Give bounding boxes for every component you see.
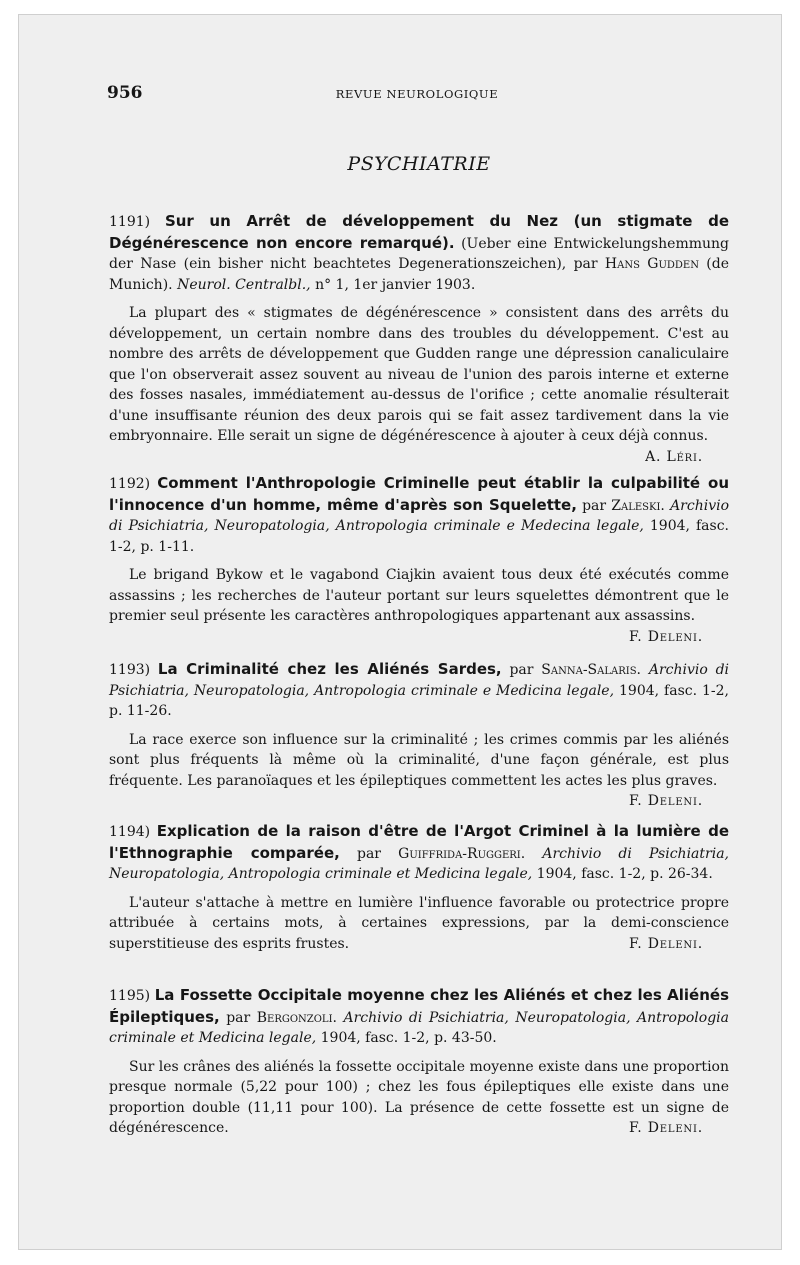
entry-details: n° 1, 1er janvier 1903.	[315, 276, 476, 293]
entry-signature: F. Deleni.	[628, 935, 703, 952]
entry-journal: Archivio di Psichiatria, Neuropatologia, Antropologia criminale e Medecina legale,	[109, 497, 730, 534]
entry-signature: F. Deleni.	[628, 1120, 703, 1136]
entry-details: 1904, fasc. 1-2, p. 1-11.	[109, 518, 729, 555]
entry-pre-author: par	[226, 1009, 251, 1026]
entry-author: Sanna-Salaris.	[541, 662, 642, 678]
entry-details: 1904, fasc. 1-2, p. 43-50.	[320, 1030, 497, 1046]
entry-number: 1194)	[109, 824, 151, 840]
entry-1195	[109, 985, 729, 1139]
entry-author: Zaleski.	[611, 497, 665, 514]
entry-number: 1193)	[109, 662, 151, 678]
entry-body	[109, 893, 729, 955]
entry-body	[109, 303, 729, 465]
entry-details: 1904, fasc. 1-2, p. 11-26.	[109, 682, 730, 719]
entry-body	[109, 730, 729, 809]
entry-1194	[109, 821, 729, 954]
entry-title: La Criminalité chez les Aliénés Sardes,	[157, 660, 502, 678]
entry-number: 1191)	[109, 214, 151, 230]
entry-header	[109, 473, 729, 557]
entry-signature: F. Deleni.	[628, 628, 703, 645]
entry-number: 1192)	[109, 476, 151, 492]
entry-header	[109, 211, 729, 295]
entry-title: Sur un Arrêt de développement du Nez (un stigmate de Dégénérescence non encore remarqué).	[109, 212, 729, 252]
entry-header	[109, 985, 729, 1049]
entry-body-text: La plupart des « stigmates de dégénérescence » consistent dans des arrêts du développement, un certain nombre dans des troubles du développement. C'est au nombre des arrêts de développement que Gudden range une dépression canaliculaire que l'on observerait assez souvent au niveau de l'union des parois interne et externe des fosses nasales, immédiatement au-dessus de l'orifice ; cette anomalie résulterait d'une insuffisante réunion des deux parois qui se fait assez tardivement dans la vie embryonnaire. Elle serait un signe de dégénérescence à ajouter à ceux déjà connus.	[109, 305, 729, 444]
entry-journal: Neurol. Centralbl.,	[177, 276, 311, 293]
page-header	[107, 83, 727, 105]
entry-body-text: La race exerce son influence sur la criminalité ; les crimes commis par les aliénés sont plus fréquents là même où la criminalité, d'une façon générale, est plus fréquente. Les paranoïaques et les épileptiques commettent les actes les plus graves.	[109, 731, 729, 789]
entry-pre-author: par	[356, 845, 381, 862]
entry-pre-author: (Ueber eine Entwickelungshemmung der Nase (ein bisher nicht beachtetes Degenerationszeichen), par	[109, 235, 729, 272]
entry-body	[109, 1057, 729, 1139]
entry-journal: Archivio di Psichiatria, Neuropatologia, Antropologia criminale e Medicina legale,	[109, 662, 730, 699]
entry-signature: F. Deleni.	[628, 793, 703, 809]
entry-header	[109, 821, 729, 885]
entry-signature: A. Léri.	[645, 448, 703, 465]
entry-title: Explication de la raison d'être de l'Argot Criminel à la lumière de l'Ethnographie comparée,	[109, 822, 730, 862]
entry-title: Comment l'Anthropologie Criminelle peut établir la culpabilité ou l'innocence d'un homme, même d'après son Squelette,	[109, 474, 729, 514]
entry-body-text: Le brigand Bykow et le vagabond Ciajkin avaient tous deux été exécutés comme assassins ; les recherches de l'auteur portant sur leurs squelettes démontrent que le premier seul présente les caractères anthropologiques appartenant aux assassins.	[109, 567, 729, 624]
entry-pre-author: par	[582, 497, 607, 514]
entry-journal: Archivio di Psichiatria, Neuropatologia, Antropologia criminale et Medicina legale,	[109, 1009, 729, 1046]
entry-author: Guiffrida-Ruggeri.	[398, 845, 526, 862]
entry-post-author: (de Munich).	[109, 256, 729, 293]
entry-header	[109, 659, 729, 722]
page-number: 956	[107, 83, 143, 103]
entry-body-text: Sur les crânes des aliénés la fossette occipitale moyenne existe dans une proportion presque normale (5,22 pour 100) ; chez les fous épileptiques elle existe dans une proportion double (11,11 pour 100). La présence de cette fossette est un signe de dégénérescence.	[109, 1058, 729, 1136]
entry-1191	[109, 211, 729, 467]
entry-pre-author: par	[509, 662, 534, 678]
entry-author: Bergonzoli.	[256, 1009, 337, 1026]
scanned-page	[18, 14, 782, 1250]
entry-author: Hans Gudden	[604, 256, 699, 272]
entry-title: La Fossette Occipitale moyenne chez les Aliénés et chez les Aliénés Épileptiques,	[109, 986, 729, 1026]
section-title: PSYCHIATRIE	[347, 153, 491, 175]
entry-journal: Archivio di Psichiatria, Neuropatologia, Antropologia criminale et Medicina legale,	[109, 845, 729, 882]
entry-1192	[109, 473, 729, 647]
entry-body-text: L'auteur s'attache à mettre en lumière l'influence favorable ou protectrice propre attribuée à certains mots, à certaines expressions, par la demi-conscience superstitieuse des esprits frustes.	[109, 894, 729, 952]
entry-details: 1904, fasc. 1-2, p. 26-34.	[536, 866, 713, 882]
entry-1193	[109, 659, 729, 812]
running-title: REVUE NEUROLOGIQUE	[335, 87, 499, 101]
entry-body	[109, 565, 729, 645]
entry-number: 1195)	[109, 988, 151, 1004]
